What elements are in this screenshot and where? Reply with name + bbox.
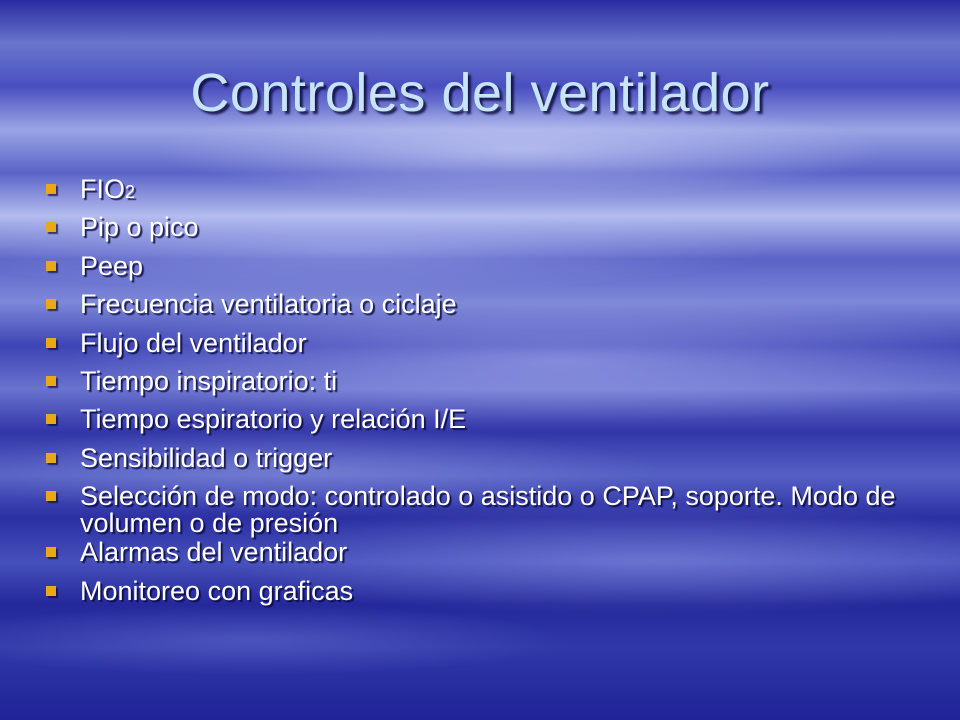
bullet-item-tiempo-inspiratorio [46,366,936,404]
bullet-text: Flujo del ventilador [80,327,307,358]
square-bullet-icon [46,491,56,501]
bullet-text: Frecuencia ventilatoria o ciclaje [80,289,457,320]
bullet-item-alarmas [46,537,936,575]
bullet-item-flujo [46,328,936,366]
square-bullet-icon [46,547,56,557]
bullet-text: Pip o pico [80,212,199,243]
bullet-text: Tiempo inspiratorio: ti [80,365,338,396]
bullet-text: Selección de modo: controlado o asistido o CPAP, soporte. Modo de volumen o de presión [80,481,896,539]
square-bullet-icon [46,261,56,271]
bullet-item-peep [46,251,936,289]
square-bullet-icon [46,222,56,232]
square-bullet-icon [46,376,56,386]
bullet-item-monitoreo [46,576,936,614]
bullet-text-subscript: 2 [125,182,136,202]
bullet-text-main: FIO [80,174,125,204]
slide-title: Controles del ventilador [190,63,770,123]
bullet-text: Tiempo espiratorio y relación I/E [80,404,467,435]
bullet-item-seleccion-modo [46,481,936,537]
bullet-item-frecuencia [46,289,936,327]
bullet-text: Peep [80,250,144,281]
square-bullet-icon [46,586,56,596]
bullet-text [80,174,936,206]
bullet-list [46,174,936,614]
square-bullet-icon [46,338,56,348]
square-bullet-icon [46,184,56,194]
bullet-text: Alarmas del ventilador [80,537,348,568]
bullet-item-fio2 [46,174,936,212]
square-bullet-icon [46,414,56,424]
bullet-text: Monitoreo con graficas [80,575,354,606]
bullet-item-tiempo-espiratorio [46,404,936,442]
bullet-item-pip [46,212,936,250]
bullet-text: Sensibilidad o trigger [80,442,333,473]
square-bullet-icon [46,299,56,309]
square-bullet-icon [46,453,56,463]
bullet-item-sensibilidad [46,443,936,481]
